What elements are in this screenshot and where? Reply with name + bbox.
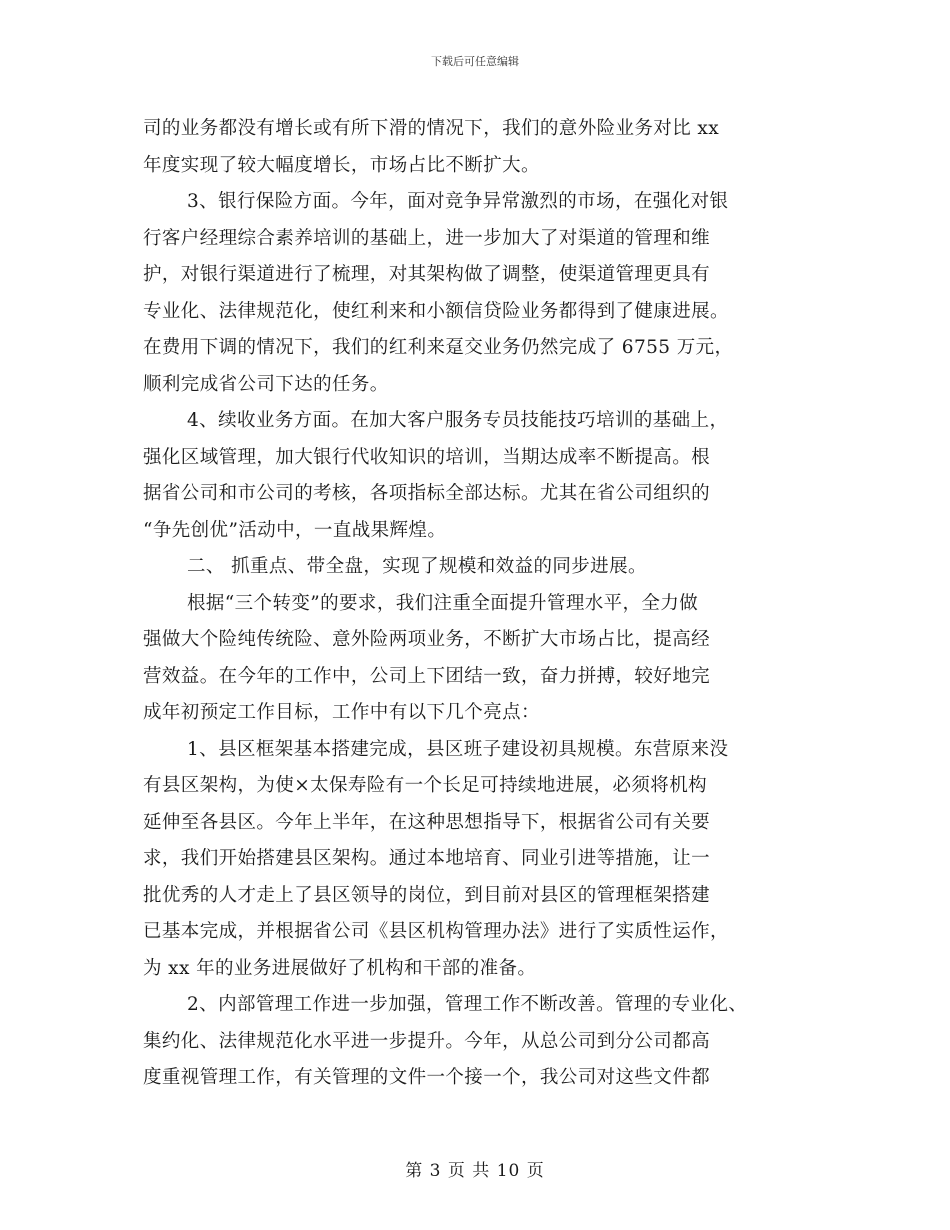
body-line: 年度实现了较大幅度增长，市场占比不断扩大。 bbox=[143, 154, 540, 176]
body-line: 专业化、法律规范化，使红利来和小额信贷险业务都得到了健康进展。 bbox=[143, 300, 729, 322]
paragraph-heading: 1、县区框架基本搭建完成，县区班子建设初具规模。东营原来没 bbox=[187, 738, 729, 760]
body-line: 护，对银行渠道进行了梳理，对其架构做了调整，使渠道管理更具有 bbox=[143, 264, 711, 285]
body-line: 已基本完成，并根据省公司《县区机构管理办法》进行了实质性运作， bbox=[143, 921, 729, 942]
body-line: “争先创优”活动中，一直战果辉煌。 bbox=[143, 519, 447, 541]
paragraph-heading: 4、续收业务方面。在加大客户服务专员技能技巧培训的基础上， bbox=[187, 410, 729, 431]
page-number: 第 3 页 共 10 页 bbox=[405, 1161, 545, 1181]
paragraph-heading: 2、内部管理工作进一步加强，管理工作不断改善。管理的专业化、 bbox=[187, 994, 748, 1015]
body-line: 度重视管理工作，有关管理的文件一个接一个，我公司对这些文件都 bbox=[143, 1067, 711, 1088]
body-line: 批优秀的人才走上了县区领导的岗位，到目前对县区的管理框架搭建 bbox=[143, 884, 711, 906]
body-line: 成年初预定工作目标，工作中有以下几个亮点： bbox=[143, 702, 540, 723]
body-line: 据省公司和市公司的考核，各项指标全部达标。尤其在省公司组织的 bbox=[143, 483, 711, 504]
body-line: 有县区架构，为使×太保寿险有一个长足可持续地进展，必须将机构 bbox=[143, 775, 708, 796]
document-body bbox=[143, 111, 823, 1097]
body-line: 在费用下调的情况下，我们的红利来趸交业务仍然完成了 6755 万元， bbox=[143, 337, 734, 358]
body-line: 延伸至各县区。今年上半年，在这种思想指导下，根据省公司有关要 bbox=[143, 811, 711, 833]
paragraph-heading: 3、银行保险方面。今年，面对竞争异常激烈的市场，在强化对银 bbox=[187, 191, 729, 212]
body-line: 强化区域管理，加大银行代收知识的培训，当期达成率不断提高。根 bbox=[143, 446, 711, 468]
section-heading: 二、 抓重点、带全盘，实现了规模和效益的同步进展。 bbox=[187, 556, 647, 577]
body-line: 求，我们开始搭建县区架构。通过本地培育、同业引进等措施，让一 bbox=[143, 848, 711, 869]
body-line: 为 xx 年的业务进展做好了机构和干部的准备。 bbox=[143, 957, 537, 979]
body-line: 营效益。在今年的工作中，公司上下团结一致，奋力拼搏，较好地完 bbox=[143, 665, 711, 687]
body-line: 行客户经理综合素养培训的基础上，进一步加大了对渠道的管理和维 bbox=[143, 227, 711, 249]
body-line: 强做大个险纯传统险、意外险两项业务，不断扩大市场占比，提高经 bbox=[143, 629, 711, 650]
body-line: 顺利完成省公司下达的任务。 bbox=[143, 373, 389, 395]
body-line: 集约化、法律规范化水平进一步提升。今年，从总公司到分公司都高 bbox=[143, 1030, 711, 1052]
body-line: 司的业务都没有增长或有所下滑的情况下，我们的意外险业务对比 xx bbox=[143, 118, 720, 139]
paragraph-start: 根据“三个转变”的要求，我们注重全面提升管理水平，全力做 bbox=[187, 592, 699, 614]
page-header: 下载后可任意编辑 bbox=[431, 55, 519, 68]
